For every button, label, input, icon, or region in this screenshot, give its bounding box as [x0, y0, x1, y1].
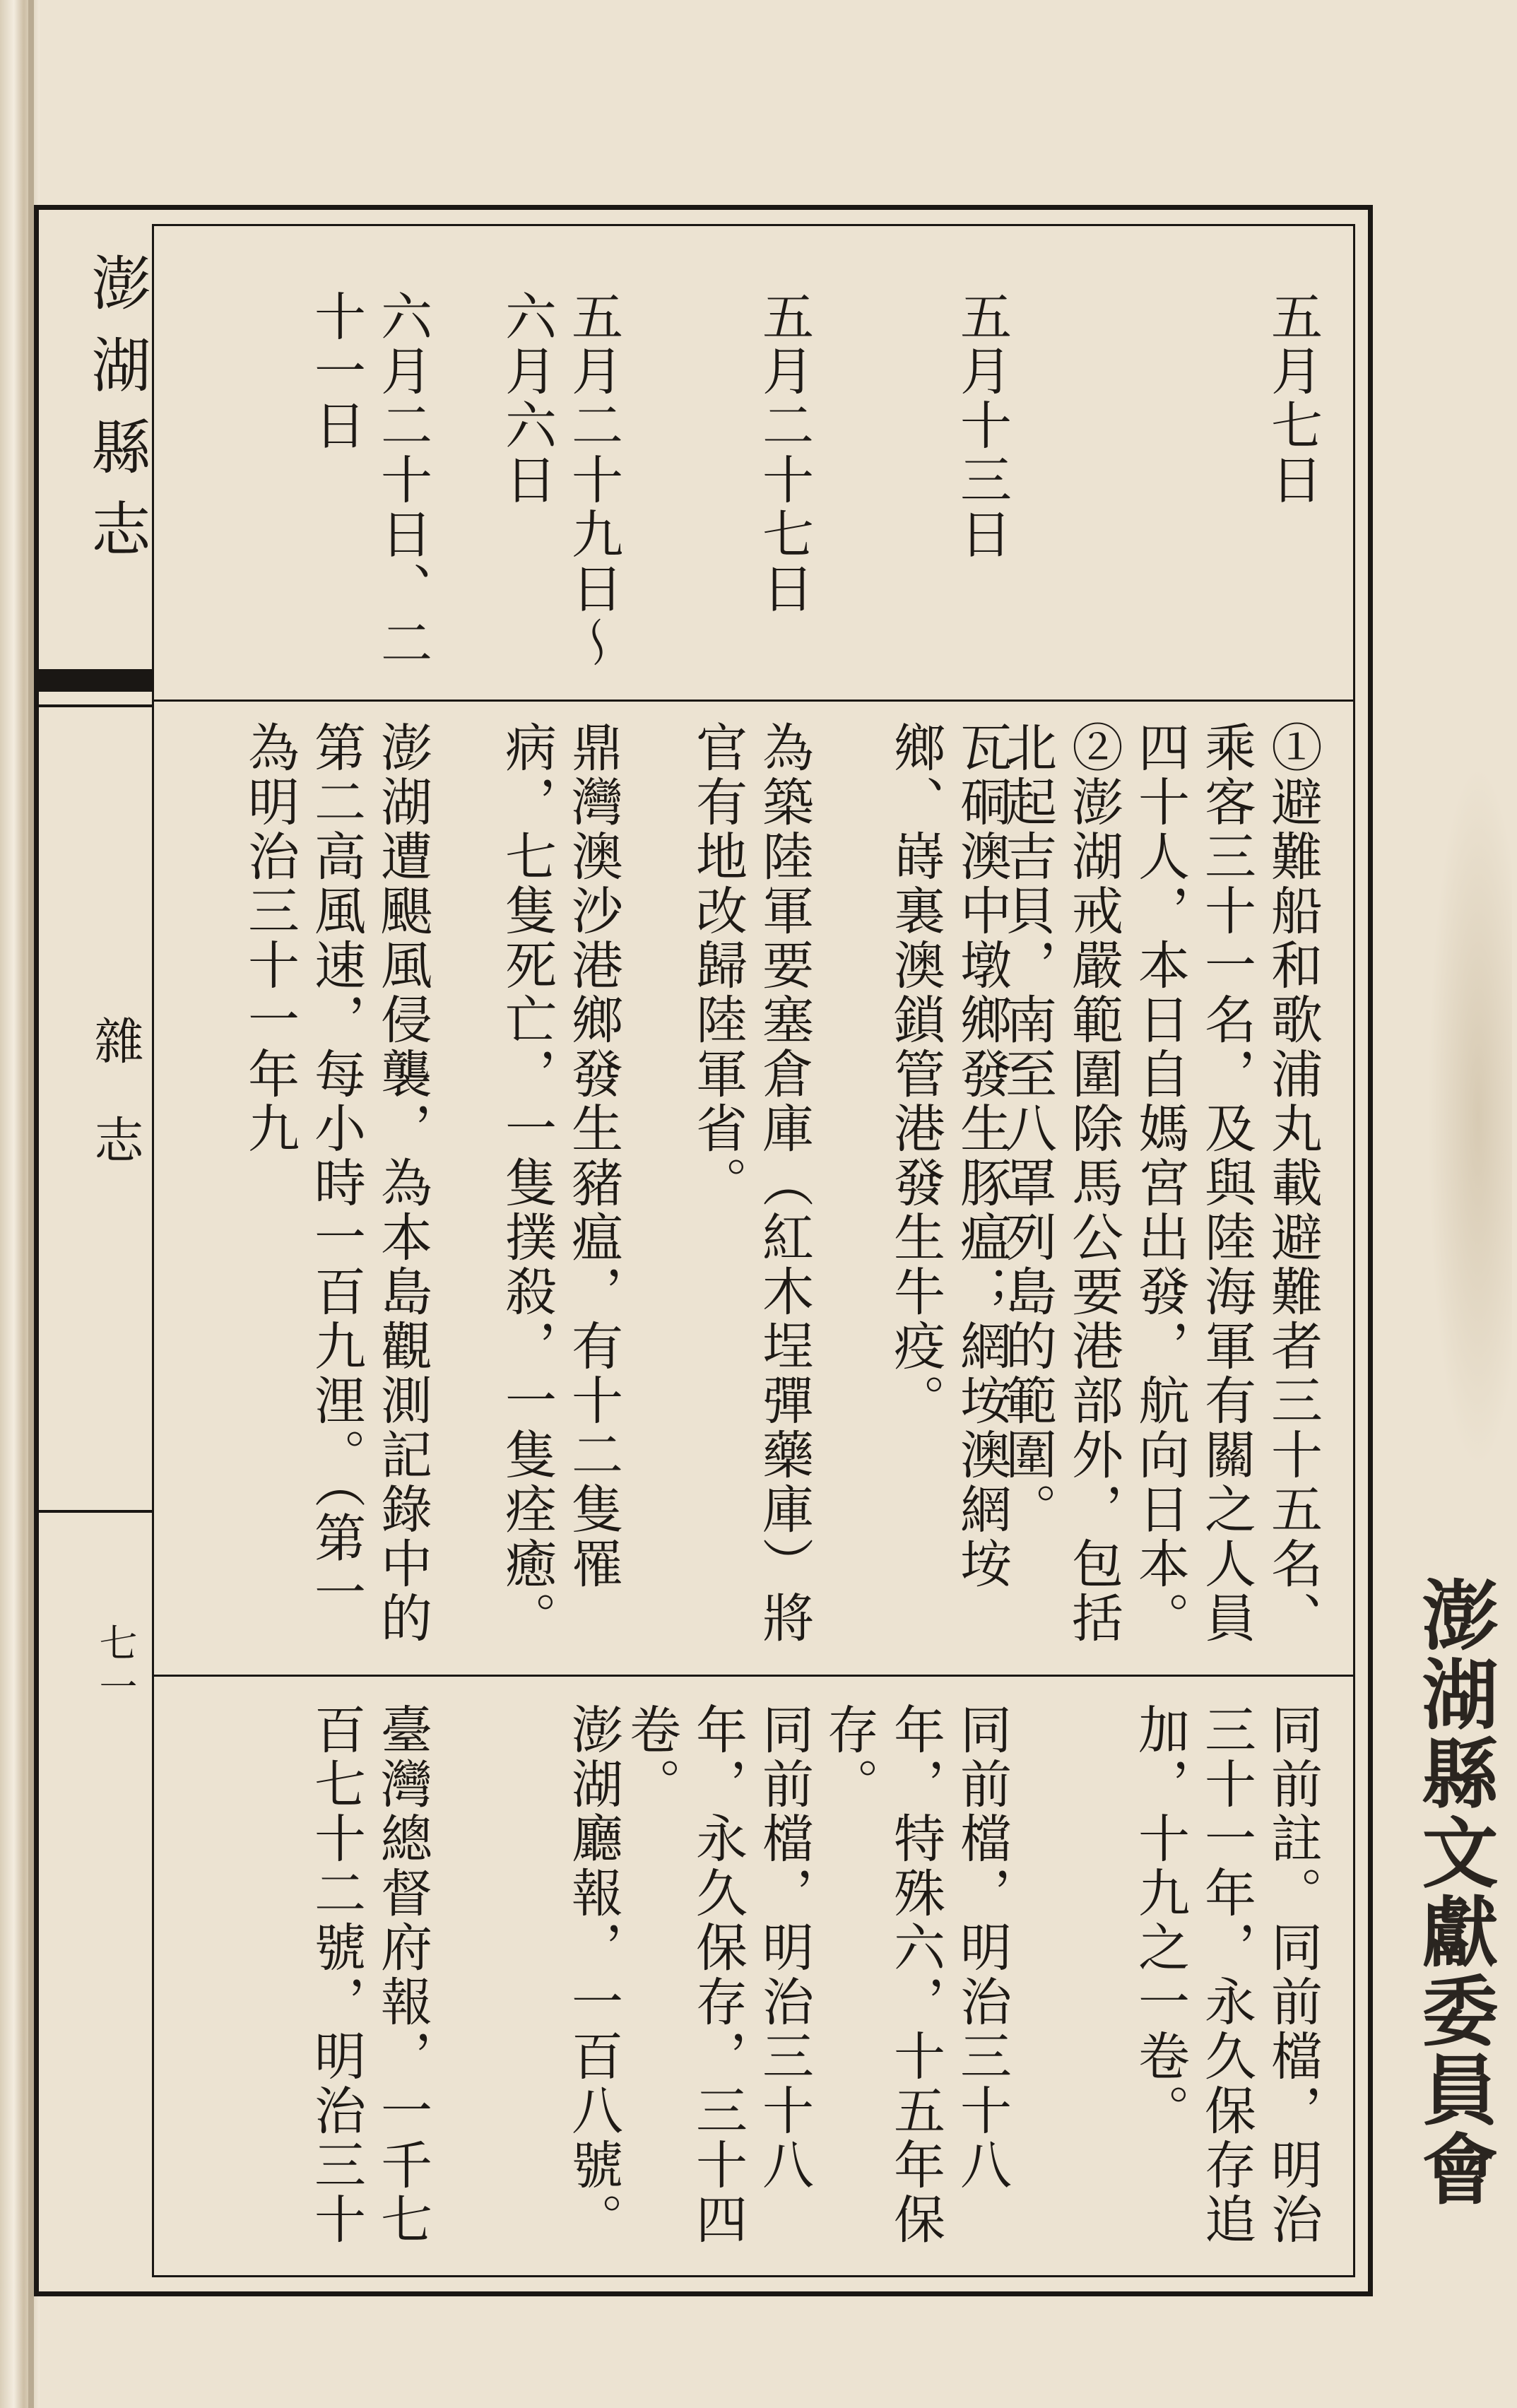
entry-source: 同前註。同前檔，明治三十一年，永久保存追加，十九之一卷。 — [1129, 1703, 1322, 2247]
entry-source: 澎湖廳報，一百八號。 — [562, 1703, 622, 2247]
entry-source: 同前檔，明治三十八年，特殊六，十五年保存。 — [818, 1703, 1011, 2247]
entry-date: 五月二十七日 — [753, 290, 813, 616]
text-frame — [152, 224, 1355, 2277]
entry-date: 五月七日 — [1262, 290, 1322, 507]
section-title: 雜志 — [86, 1015, 144, 1213]
entry-date: 五月二十九日～六月六日 — [496, 290, 622, 671]
margin-rule — [39, 704, 152, 707]
paper-stain — [1427, 763, 1512, 1470]
margin-band — [39, 210, 152, 2291]
column-divider — [154, 1675, 1353, 1677]
book-title: 澎湖縣志 — [82, 252, 151, 580]
entry-source: 同前檔，明治三十八年，永久保存，三十四卷。 — [620, 1703, 813, 2247]
publisher-name: 澎湖縣文獻委員會 — [1409, 1576, 1498, 2209]
entry-event: 為築陸軍要塞倉庫（紅木埕彈藥庫）將官有地改歸陸軍省。 — [687, 721, 813, 1646]
page-number: 七一 — [93, 1623, 138, 1711]
entry-event: 鼎灣澳沙港鄉發生豬瘟，有十二隻罹病，七隻死亡，一隻撲殺，一隻痊癒。 — [496, 721, 622, 1646]
page-edge — [28, 0, 34, 2408]
margin-ornament — [39, 669, 152, 692]
entry-source: 臺灣總督府報，一千七百七十二號，明治三十 — [305, 1703, 432, 2247]
entry-date: 五月十三日 — [951, 290, 1011, 562]
entry-event: 澎湖遭颶風侵襲，為本島觀測記錄中的第二高風速，每小時一百九浬。（第一為明治三十一年九 — [239, 721, 432, 1646]
entry-event: ①避難船和歌浦丸載避難者三十五名、乘客三十一名，及與陸海軍有關之人員四十人，本日自媽宮出發，航向日本。②澎湖戒嚴範圍除馬公要港部外，包括北起吉貝，南至八罩列島的範圍。 — [996, 721, 1322, 1646]
column-divider — [154, 700, 1353, 702]
entry-event: 瓦硐澳中墩鄉發生豚瘟；網垵澳網垵鄉、嵵裏澳鎖管港發生牛疫。 — [885, 721, 1011, 1591]
margin-rule — [39, 1510, 152, 1513]
publisher-stamp — [1378, 1576, 1505, 2282]
entry-date: 六月二十日、二十一日 — [305, 290, 432, 671]
page-frame — [34, 205, 1373, 2296]
